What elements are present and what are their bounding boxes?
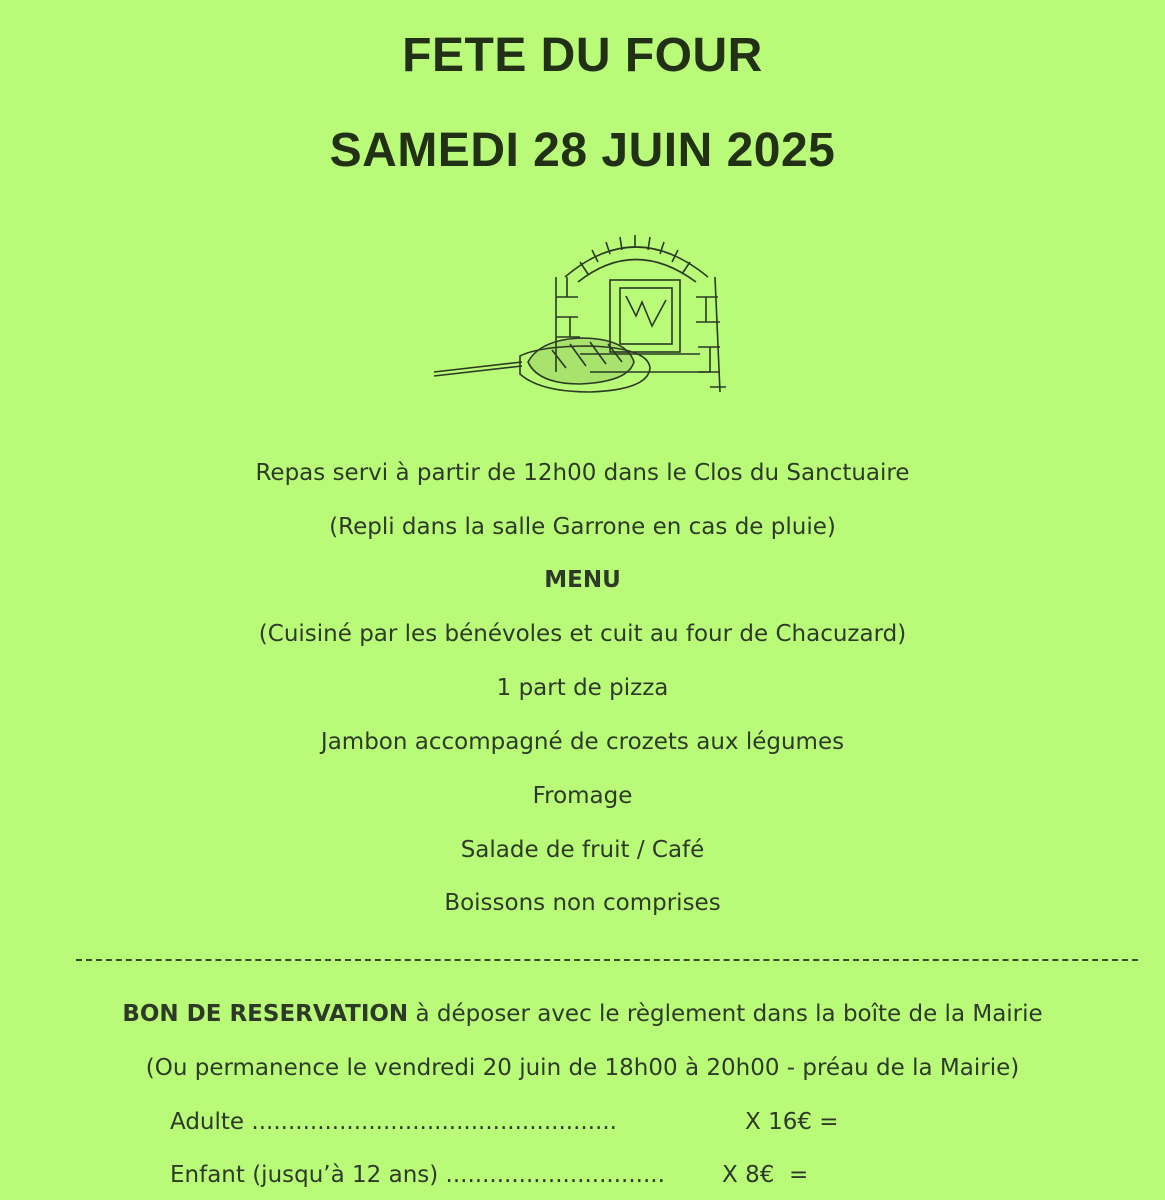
menu-item: Jambon accompagné de crozets aux légumes (320, 729, 845, 755)
event-date: SAMEDI 28 JUIN 2025 (329, 124, 836, 177)
menu-heading: MENU (544, 567, 621, 593)
adult-label: Adulte (170, 1109, 245, 1135)
adult-price: X 16€ = (745, 1109, 839, 1135)
reservation-label: BON DE RESERVATION (122, 1001, 409, 1027)
menu-item: Salade de fruit / Café (460, 837, 705, 863)
lunch-info: Repas servi à partir de 12h00 dans le Clos du Sanctuaire (255, 460, 910, 486)
adult-quantity-field[interactable]: .................................................. (251, 1109, 617, 1135)
bread-oven-illustration (430, 222, 740, 402)
child-quantity-field[interactable]: .............................. (445, 1162, 665, 1188)
cut-line-separator (76, 959, 1138, 961)
menu-item: Fromage (532, 783, 633, 809)
reservation-instructions: à déposer avec le règlement dans la boîte de la Mairie (408, 1001, 1043, 1027)
event-title: FETE DU FOUR (402, 29, 763, 82)
reservation-heading (0, 1001, 1165, 1027)
menu-item: 1 part de pizza (496, 675, 669, 701)
child-price: X 8€ = (722, 1162, 809, 1188)
adult-row (170, 1109, 617, 1135)
child-label: Enfant (jusqu’à 12 ans) (170, 1162, 439, 1188)
menu-item: Boissons non comprises (444, 890, 721, 916)
menu-subtitle: (Cuisiné par les bénévoles et cuit au four de Chacuzard) (258, 621, 907, 647)
child-row (170, 1162, 665, 1188)
rain-fallback-info: (Repli dans la salle Garrone en cas de pluie) (329, 514, 836, 540)
permanence-info: (Ou permanence le vendredi 20 juin de 18h00 à 20h00 - préau de la Mairie) (145, 1055, 1020, 1081)
